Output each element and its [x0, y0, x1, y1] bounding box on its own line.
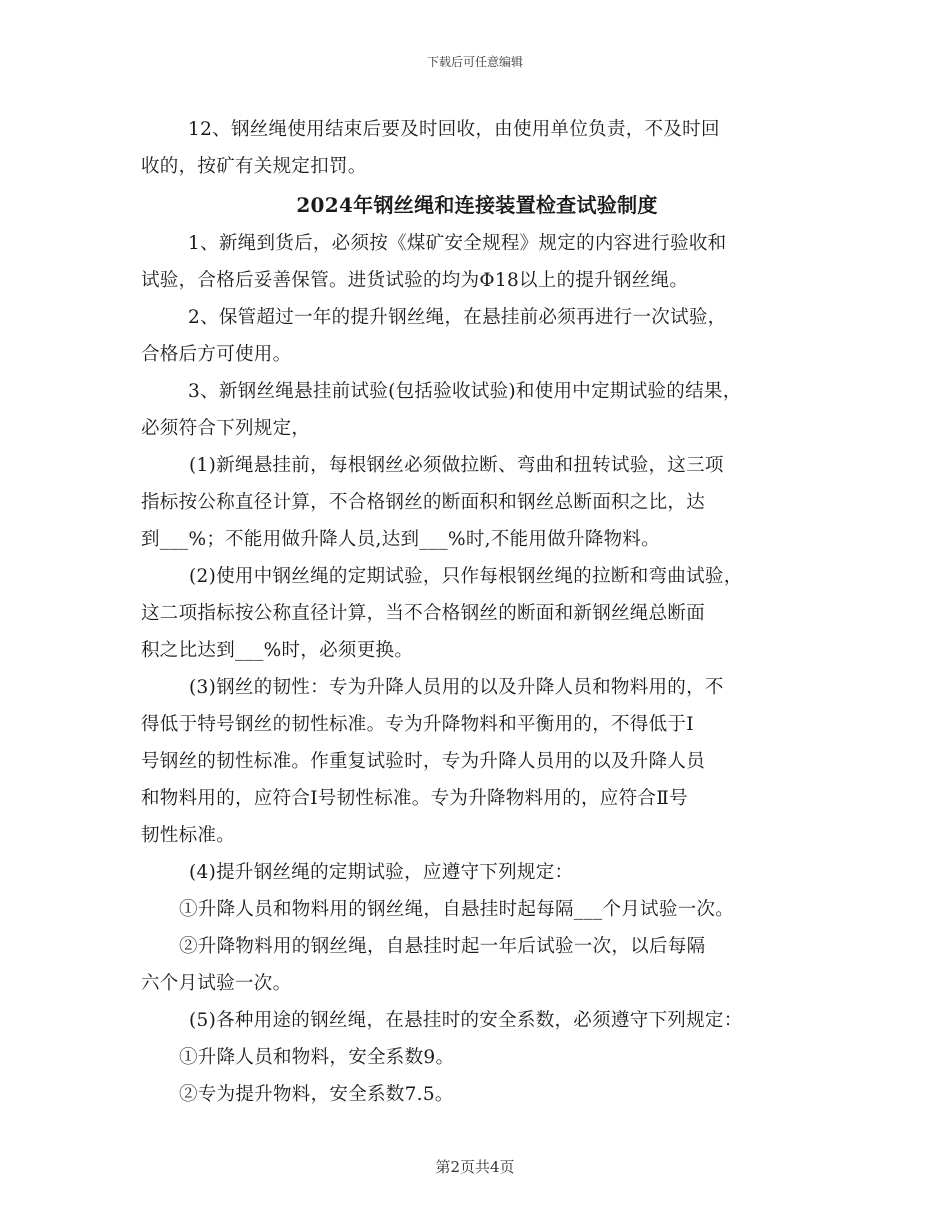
- paragraph-line: ②升降物料用的钢丝绳，自悬挂时起一年后试验一次，以后每隔: [179, 936, 706, 957]
- paragraph-line: (5)各种用途的钢丝绳，在悬挂时的安全系数，必须遵守下列规定：: [189, 1010, 743, 1031]
- paragraph-line: 3、新钢丝绳悬挂前试验(包括验收试验)和使用中定期试验的结果，: [188, 381, 742, 402]
- document-title: 2024年钢丝绳和连接装置检查试验制度: [296, 193, 658, 217]
- paragraph-line: 六个月试验一次。: [141, 973, 292, 994]
- paragraph-line: (3)钢丝的韧性：专为升降人员用的以及升降人员和物料用的，不: [189, 677, 724, 698]
- paragraph-line: ②专为提升物料，安全系数7.5。: [179, 1084, 454, 1105]
- page-footer: 第2页共4页: [435, 1158, 515, 1176]
- paragraph-line: 收的，按矿有关规定扣罚。: [141, 156, 367, 177]
- paragraph-line: 12、钢丝绳使用结束后要及时回收，由使用单位负责，不及时回: [188, 119, 720, 140]
- page-header: 下载后可任意编辑: [426, 55, 523, 69]
- paragraph-line: 得低于特号钢丝的韧性标准。专为升降物料和平衡用的，不得低于Ⅰ: [141, 714, 694, 735]
- paragraph-line: ①升降人员和物料用的钢丝绳，自悬挂时起每隔___个月试验一次。: [179, 899, 735, 920]
- paragraph-line: 这二项指标按公称直径计算，当不合格钢丝的断面和新钢丝绳总断面: [141, 603, 706, 624]
- paragraph-line: 合格后方可使用。: [141, 344, 292, 365]
- paragraph-line: 号钢丝的韧性标准。作重复试验时，专为升降人员用的以及升降人员: [141, 751, 706, 772]
- document-body: [141, 111, 813, 1113]
- paragraph-line: 1、新绳到货后，必须按《煤矿安全规程》规定的内容进行验收和: [188, 233, 727, 254]
- paragraph-line: 必须符合下列规定，: [141, 418, 311, 439]
- paragraph-line: 2、保管超过一年的提升钢丝绳，在悬挂前必须再进行一次试验，: [188, 307, 727, 328]
- paragraph-line: 积之比达到___%时，必须更换。: [141, 640, 414, 661]
- paragraph-line: 和物料用的，应符合Ⅰ号韧性标准。专为升降物料用的，应符合Ⅱ号: [141, 788, 688, 809]
- paragraph-line: ①升降人员和物料，安全系数9。: [179, 1047, 455, 1068]
- paragraph-line: (4)提升钢丝绳的定期试验，应遵守下列规定：: [189, 862, 574, 883]
- paragraph-line: 试验，合格后妥善保管。进货试验的均为Φ18以上的提升钢丝绳。: [141, 270, 689, 291]
- paragraph-line: (2)使用中钢丝绳的定期试验，只作每根钢丝绳的拉断和弯曲试验，: [189, 566, 743, 587]
- paragraph-line: 韧性标准。: [141, 825, 236, 846]
- paragraph-line: 指标按公称直径计算，不合格钢丝的断面积和钢丝总断面积之比，达: [141, 492, 706, 513]
- paragraph-line: 到___%；不能用做升降人员,达到___%时,不能用做升降物料。: [141, 529, 661, 550]
- paragraph-line: (1)新绳悬挂前，每根钢丝必须做拉断、弯曲和扭转试验，这三项: [189, 455, 724, 476]
